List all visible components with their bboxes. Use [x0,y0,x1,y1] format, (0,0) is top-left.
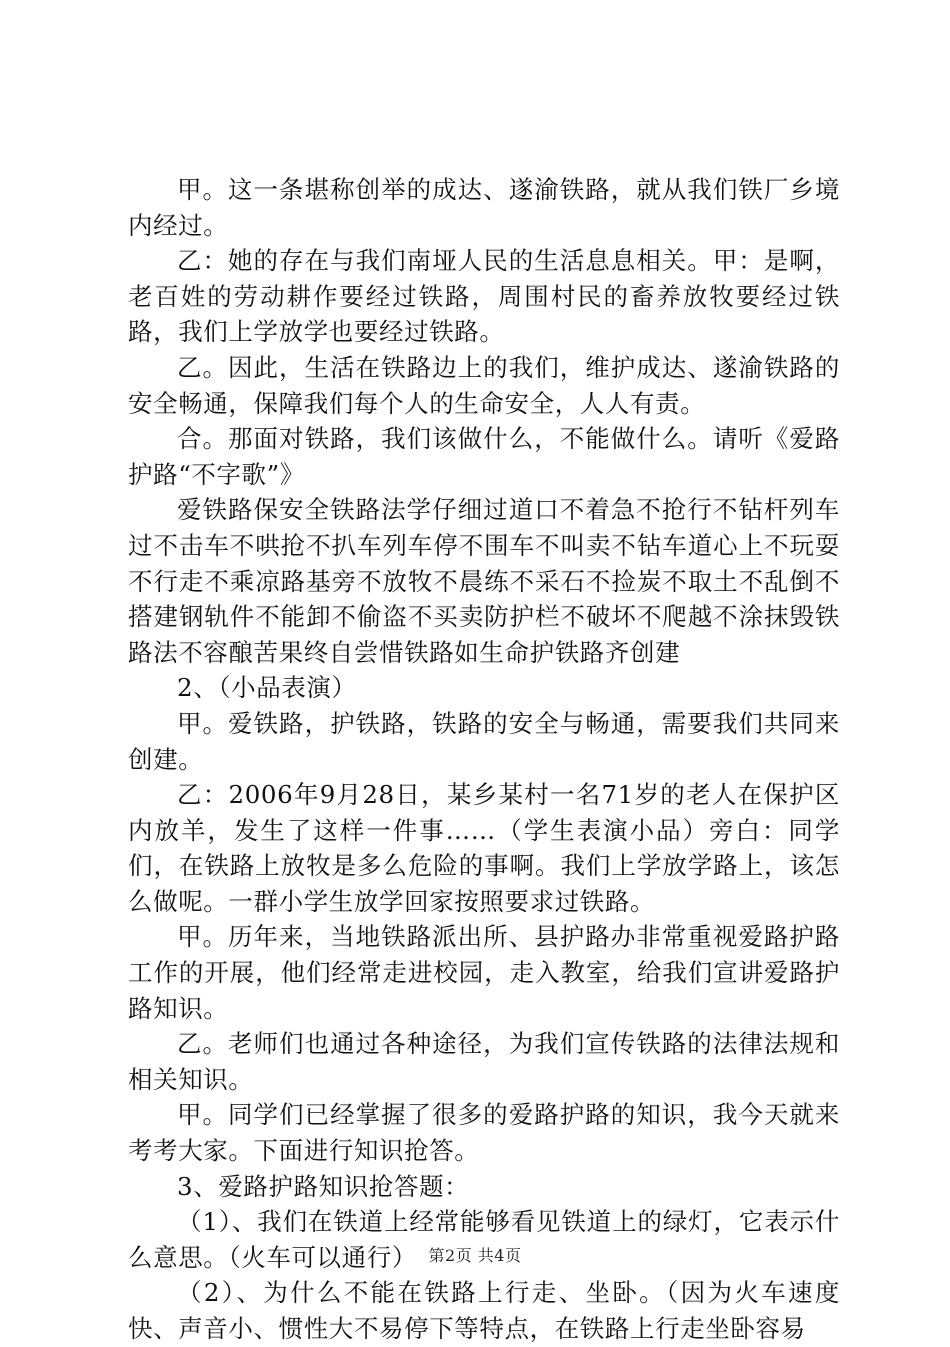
paragraph: 爱铁路保安全铁路法学仔细过道口不着急不抢行不钻杆列车过不击车不哄抢不扒车列车停不围车不叫卖不钻车道心上不玩耍不行走不乘凉路基旁不放牧不晨练不采石不捡炭不取土不乱倒不搭建钢轨件不能卸不偷盗不买卖防护栏不破坏不爬越不涂抹毁铁路法不容酿苦果终自尝惜铁路如生命护铁路齐创建 [128,495,840,667]
paragraph: 合。那面对铁路，我们该做什么，不能做什么。请听《爱路护路“不字歌”》 [128,424,840,489]
paragraph: 甲。爱铁路，护铁路，铁路的安全与畅通，需要我们共同来创建。 [128,708,840,774]
quiz-question: （2）、为什么不能在铁路上行走、坐卧。（因为火车速度快、声音小、惯性大不易停下等特点，在铁路上行走坐卧容易 [128,1278,840,1343]
paragraph: 乙。老师们也通过各种途径，为我们宣传铁路的法律法规和相关知识。 [128,1029,840,1094]
paragraph: 乙：她的存在与我们南垭人民的生活息息相关。甲：是啊，老百姓的劳动耕作要经过铁路，周围村民的畜养放牧要经过铁路，我们上学放学也要经过铁路。 [128,246,840,347]
document-body [128,172,840,1347]
paragraph: 乙：2006年9月28日，某乡某村一名71岁的老人在保护区内放羊，发生了这样一件事……（学生表演小品）旁白：同学们，在铁路上放牧是多么危险的事啊。我们上学放学路上，该怎么做呢。一群小学生放学回家按照要求过铁路。 [128,780,840,916]
paragraph: 甲。这一条堪称创举的成达、遂渝铁路，就从我们铁厂乡境内经过。 [128,175,840,240]
paragraph: 甲。同学们已经掌握了很多的爱路护路的知识，我今天就来考考大家。下面进行知识抢答。 [128,1100,840,1166]
page-number-label: 第2页 共4页 [428,1246,522,1265]
section-heading: 2、（小品表演） [177,673,357,703]
page-footer [0,1243,950,1266]
quiz-question: （1）、我们在铁道上经常能够看见铁道上的绿灯，它表示什么意思。（火车可以通行） [128,1207,840,1272]
section-heading: 3、爱路护路知识抢答题： [177,1171,470,1201]
paragraph: 乙。因此，生活在铁路边上的我们，维护成达、遂渝铁路的安全畅通，保障我们每个人的生命安全，人人有责。 [128,352,840,418]
paragraph: 甲。历年来，当地铁路派出所、县护路办非常重视爱路护路工作的开展，他们经常走进校园，走入教室，给我们宣讲爱路护路知识。 [128,922,840,1023]
